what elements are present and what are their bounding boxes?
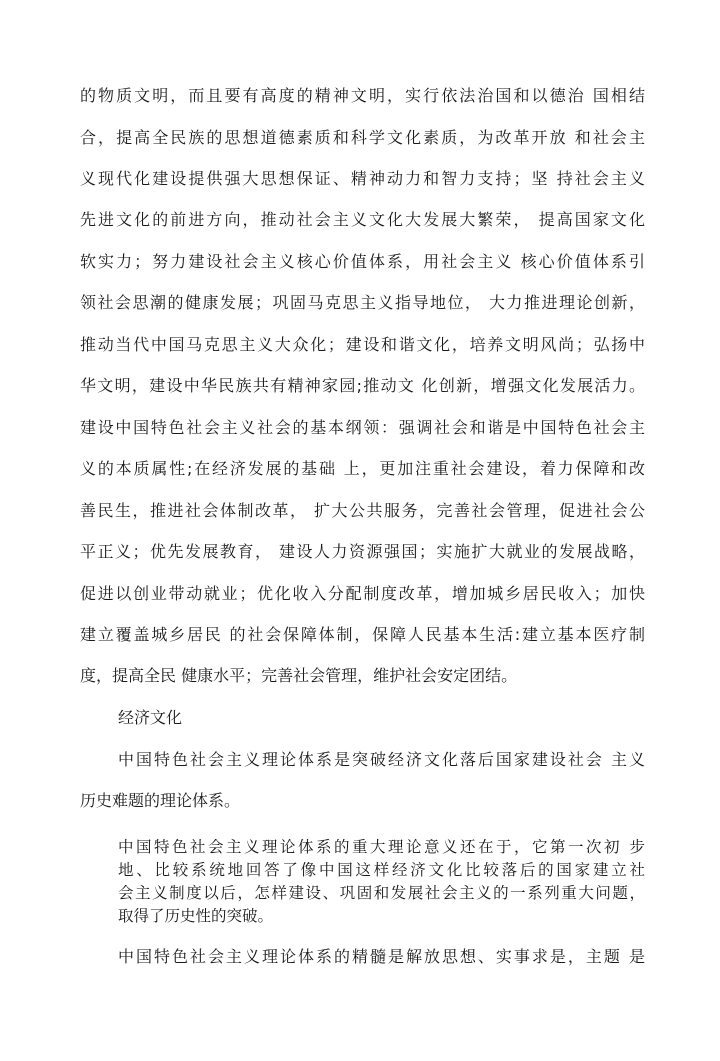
text-line: 善民生，推进社会体制改革， 扩大公共服务，完善社会管理，促进社会公 [80,501,645,520]
text-line: 义的本质属性;在经济发展的基础 上，更加注重社会建设，着力保障和改 [80,459,645,478]
text-line: 义现代化建设提供强大思想保证、精神动力和智力支持；坚 持社会主义 [80,169,645,188]
text-line: 促进以创业带动就业；优化收入分配制度改革，增加城乡居民收入；加快 [80,584,645,603]
text-line: 平正义；优先发展教育， 建设人力资源强国；实施扩大就业的发展战略， [80,542,645,561]
text-line: 建立覆盖城乡居民 的社会保障体制，保障人民基本生活:建立基本医疗制 [80,625,645,644]
text-line: 中国特色社会主义理论体系的重大理论意义还在于，它第一次初 步 [118,838,645,856]
text-line: 中国特色社会主义理论体系的精髓是解放思想、实事求是，主题 是 [118,947,645,966]
text-line: 历史难题的理论体系。 [80,791,241,810]
text-line: 会主义制度以后，怎样建设、巩固和发展社会主义的一系列重大问题， [118,884,645,902]
text-line: 中国特色社会主义理论体系是突破经济文化落后国家建设社会 主义 [118,750,645,769]
text-line: 度，提高全民 健康水平；完善社会管理，维护社会安定团结。 [80,666,518,685]
text-line: 的物质文明，而且要有高度的精神文明，实行依法治国和以德治 国相结 [80,86,645,105]
text-line: 合，提高全民族的思想道德素质和科学文化素质，为改革开放 和社会主 [80,128,645,147]
text-line: 华文明，建设中华民族共有精神家园;推动文 化创新，增强文化发展活力。 [80,376,645,395]
text-line: 地、比较系统地回答了像中国这样经济文化比较落后的国家建立社 [118,861,645,879]
text-line: 软实力；努力建设社会主义核心价值体系，用社会主义 核心价值体系引 [80,252,645,271]
text-line: 推动当代中国马克思主义大众化；建设和谐文化，培养文明风尚；弘扬中 [80,335,645,354]
text-line: 先进文化的前进方向，推动社会主义文化大发展大繁荣， 提高国家文化 [80,210,645,229]
text-line: 取得了历史性的突破。 [118,907,274,925]
text-line: 领社会思潮的健康发展；巩固马克思主义指导地位， 大力推进理论创新， [80,293,645,312]
section-heading: 经济文化 [118,708,183,727]
text-line: 建设中国特色社会主义社会的基本纲领：强调社会和谐是中国特色社会主 [80,418,645,437]
